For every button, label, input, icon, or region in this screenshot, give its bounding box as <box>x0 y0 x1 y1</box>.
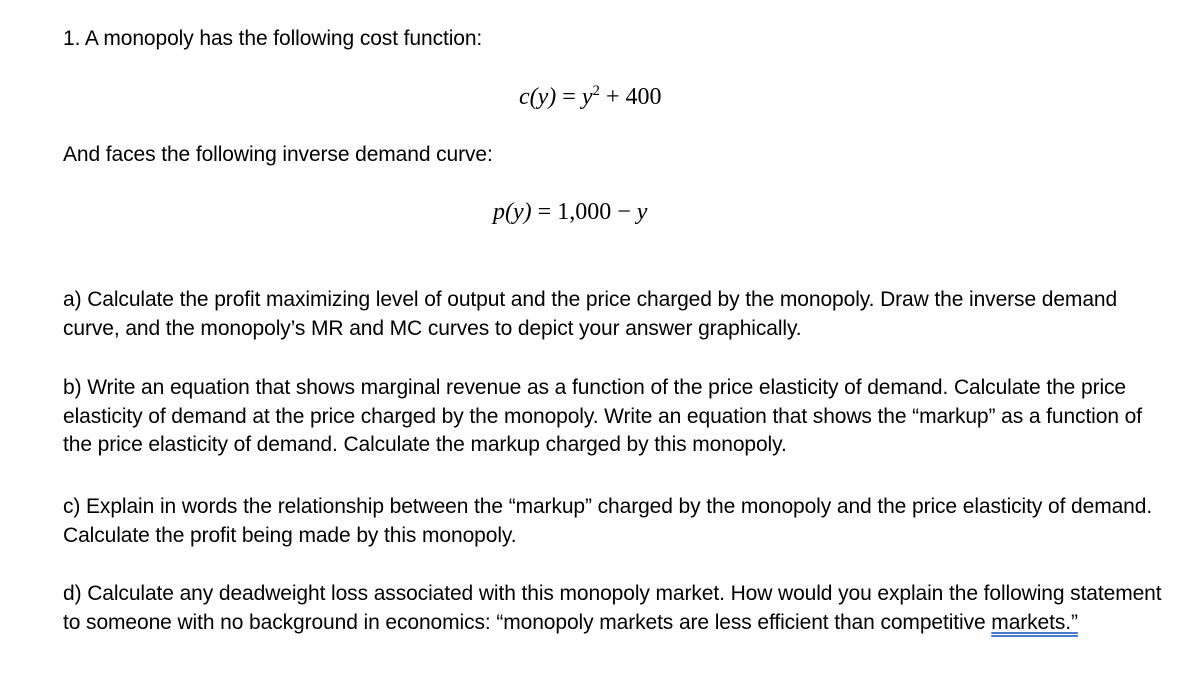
cost-function-equation <box>519 82 662 112</box>
demand-minus: − <box>617 199 631 225</box>
demand-constant: 1,000 <box>557 199 612 225</box>
part-a-text: a) Calculate the profit maximizing level of output and the price charged by the monopoly. Draw the inverse demand curve, and the monopoly’s MR and MC curves to depict your answer graphically. <box>63 288 1118 340</box>
question-heading: 1. A monopoly has the following cost function: <box>63 27 483 50</box>
part-d-text: d) Calculate any deadweight loss associated with this monopoly market. How would you explain the following statement to someone with no background in economics: “monopoly markets are less efficient than competitive <box>63 582 1162 634</box>
part-b-text: b) Write an equation that shows marginal revenue as a function of the price elasticity of demand. Calculate the price elasticity of demand at the price charged by the monopoly. Write an equation that shows the “markup” as a function of the price elasticity of demand. Calculate the markup charged by this monopoly. <box>63 376 1142 456</box>
demand-function-equation <box>493 197 647 227</box>
part-c-text: c) Explain in words the relationship between the “markup” charged by the monopoly and the price elasticity of demand. Calculate the profit being made by this monopoly. <box>63 495 1153 547</box>
cost-exponent: 2 <box>592 83 600 99</box>
cost-equals: = <box>562 84 576 110</box>
demand-intro: And faces the following inverse demand curve: <box>63 143 493 166</box>
demand-lhs: p(y) <box>493 199 532 225</box>
cost-plus: + <box>606 84 620 110</box>
spellcheck-flagged-word[interactable]: markets.” <box>991 610 1078 634</box>
demand-equals: = <box>537 199 552 225</box>
demand-variable: y <box>636 199 648 225</box>
part-d-paragraph <box>63 580 1163 637</box>
cost-variable: y <box>581 84 593 110</box>
cost-constant: 400 <box>625 84 662 110</box>
cost-lhs: c(y) <box>519 84 557 110</box>
